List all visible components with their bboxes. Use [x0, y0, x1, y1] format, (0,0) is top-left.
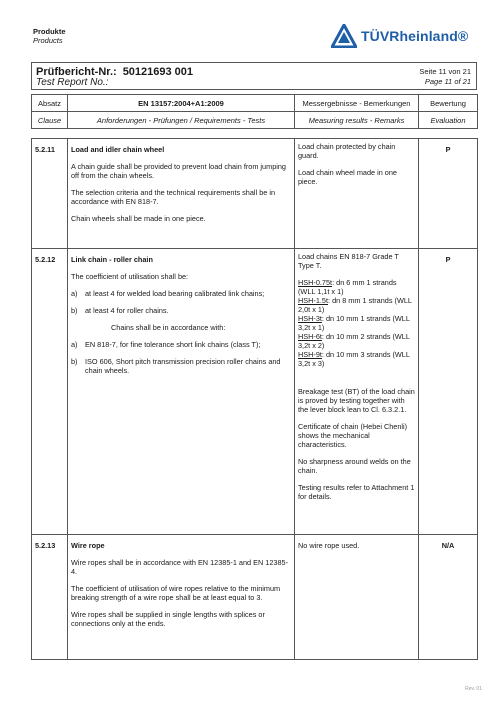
- requirements-table: [31, 138, 478, 660]
- report-label-en: Test Report No.:: [36, 77, 109, 88]
- evaluation-cell: P: [419, 249, 478, 535]
- tuv-logo: [331, 22, 481, 50]
- remarks-cell: [295, 139, 419, 249]
- chain-item: [298, 296, 415, 314]
- report-number-box: [31, 62, 477, 90]
- report-number: 50121693 001: [122, 66, 194, 78]
- requirement-cell: [68, 535, 295, 660]
- chain-spec: : dn 10 mm 2 strands (WLL 3,2t x 2): [298, 332, 410, 350]
- list-item: [71, 289, 291, 298]
- col-requirements-en: Anforderungen - Prüfungen / Requirements - Tests: [68, 112, 295, 129]
- report-label-de: Prüfbericht-Nr.:: [36, 66, 117, 78]
- chain-name: HSH-6t: [298, 332, 322, 341]
- list-marker: a): [71, 289, 78, 298]
- chain-list: [298, 278, 415, 368]
- chain-name: HSH-1.5t: [298, 296, 329, 305]
- chain-item: [298, 314, 415, 332]
- requirement-text: The selection criteria and the technical requirements shall be in accordance with EN 818-7.: [71, 188, 276, 206]
- table-row: [32, 249, 478, 535]
- products-en: Products: [33, 36, 63, 45]
- products-label: [33, 27, 66, 45]
- requirement-title: Wire rope: [71, 541, 105, 550]
- list-text: ISO 606, Short pitch transmission precision roller chains and chain wheels.: [85, 357, 281, 375]
- requirement-title: Load and idler chain wheel: [71, 145, 165, 154]
- list-item: [71, 306, 291, 315]
- list-item: [71, 340, 291, 349]
- chain-item: [298, 350, 415, 368]
- requirement-text: Chain wheels shall be made in one piece.: [71, 214, 206, 223]
- list-text: EN 818-7, for fine tolerance short link chains (class T);: [85, 340, 261, 349]
- chain-name: HSH-0.75t: [298, 278, 333, 287]
- requirement-text: A chain guide shall be provided to prevent load chain from jumping off from the chain wheels.: [71, 162, 286, 180]
- chain-spec: : dn 10 mm 3 strands (WLL 3,2t x 3): [298, 350, 410, 368]
- remarks-cell: [295, 249, 419, 535]
- list-marker: b): [71, 306, 78, 315]
- requirement-text: Chains shall be in accordance with:: [111, 323, 226, 332]
- chain-name: HSH-9t: [298, 350, 322, 359]
- col-clause-en: Clause: [32, 112, 68, 129]
- list-marker: a): [71, 340, 78, 349]
- remark-text: Breakage test (BT) of the load chain is proved by testing together with the lever block lean to Cl. 6.3.2.1.: [298, 387, 415, 414]
- clause-number: 5.2.11: [32, 139, 68, 249]
- requirement-text: The coefficient of utilisation of wire ropes relative to the minimum breaking strength of a wire rope shall be at least equal to 3.: [71, 584, 281, 602]
- table-row: [32, 139, 478, 249]
- col-evaluation-en: Evaluation: [419, 112, 478, 129]
- remark-text: Load chain wheel made in one piece.: [298, 168, 397, 186]
- col-standard: EN 13157:2004+A1:2009: [68, 95, 295, 112]
- list-item: [71, 357, 291, 375]
- chain-name: HSH-3t: [298, 314, 322, 323]
- requirement-title: Link chain - roller chain: [71, 255, 153, 264]
- remark-text: Load chains EN 818-7 Grade T Type T.: [298, 252, 399, 270]
- revision-label: Rev. 01: [465, 686, 482, 692]
- chain-item: [298, 278, 415, 296]
- clause-number: 5.2.12: [32, 249, 68, 535]
- evaluation-cell: P: [419, 139, 478, 249]
- remark-text: Certificate of chain (Hebei Chenli) shows the mechanical characteristics.: [298, 422, 408, 449]
- evaluation-cell: N/A: [419, 535, 478, 660]
- list-text: at least 4 for welded load bearing calibrated link chains;: [85, 289, 265, 298]
- column-header-table: [31, 94, 478, 129]
- col-evaluation-de: Bewertung: [419, 95, 478, 112]
- page-indicator-en: Page 11 of 21: [424, 77, 471, 86]
- page-indicator-de: Seite 11 von 21: [419, 67, 471, 76]
- list-marker: b): [71, 357, 78, 366]
- col-results-en: Measuring results - Remarks: [295, 112, 419, 129]
- chain-item: [298, 332, 415, 350]
- chain-spec: : dn 6 mm 1 strands (WLL 1,1t x 1): [298, 278, 397, 296]
- requirement-text: The coefficient of utilisation shall be:: [71, 272, 189, 281]
- requirement-text: Wire ropes shall be supplied in single lengths with splices or connections only at the ends.: [71, 610, 265, 628]
- requirement-text: Wire ropes shall be in accordance with EN 12385-1 and EN 12385-4.: [71, 558, 289, 576]
- chain-spec: : dn 8 mm 1 strands (WLL 2,0t x 1): [298, 296, 412, 314]
- col-results-de: Messergebnisse - Bemerkungen: [295, 95, 419, 112]
- brand-name: TÜVRheinland®: [361, 28, 469, 44]
- requirement-cell: [68, 249, 295, 535]
- remarks-cell: [295, 535, 419, 660]
- chain-spec: : dn 10 mm 1 strands (WLL 3,2t x 1): [298, 314, 410, 332]
- col-clause-de: Absatz: [32, 95, 68, 112]
- triangle-logo-icon: [331, 24, 357, 48]
- remark-text: Load chain protected by chain guard.: [298, 142, 396, 160]
- products-de: Produkte: [33, 27, 66, 36]
- remark-text: No wire rope used.: [298, 541, 360, 550]
- clause-number: 5.2.13: [32, 535, 68, 660]
- requirement-cell: [68, 139, 295, 249]
- table-row: [32, 535, 478, 660]
- remark-text: Testing results refer to Attachment 1 for details.: [298, 483, 415, 501]
- remark-text: No sharpness around welds on the chain.: [298, 457, 411, 475]
- list-text: at least 4 for roller chains.: [85, 306, 169, 315]
